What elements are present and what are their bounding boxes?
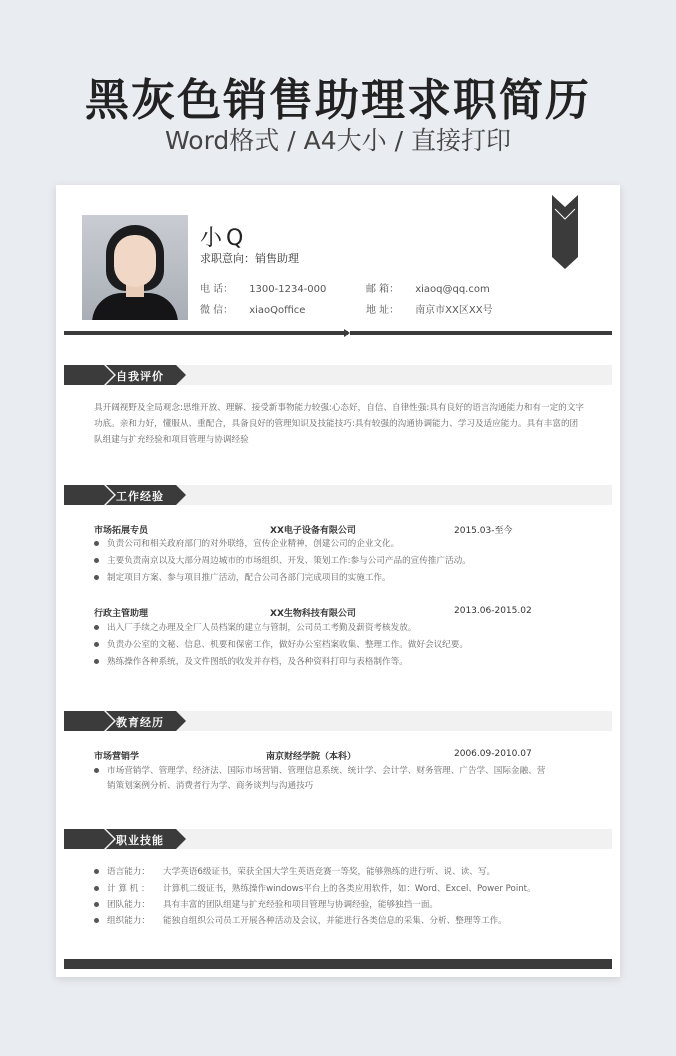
candidate-name: 小Q xyxy=(200,226,248,251)
job-1-duty: 主要负责南京以及大部分周边城市的市场组织、开发、策划工作:参与公司产品的宣传推广活动。 xyxy=(94,554,594,569)
resume-page xyxy=(56,185,620,977)
job-2-period: 2013.06-2015.02 xyxy=(454,606,532,616)
job-1-period: 2015.03-至今 xyxy=(454,526,513,536)
job-1-duty: 负责公司和相关政府部门的对外联络，宣传企业精神，创建公司的企业文化。 xyxy=(94,537,594,552)
job-2-duty: 负责办公室的文秘、信息、机要和保密工作，做好办公室档案收集、整理工作。做好会议纪要。 xyxy=(94,638,594,653)
email-row xyxy=(366,280,490,295)
job-1-duty: 制定项目方案、参与项目推广活动，配合公司各部门完成项目的实施工作。 xyxy=(94,571,594,586)
edu-major: 市场营销学 xyxy=(94,752,140,762)
section-title-work: 工作经验 xyxy=(116,490,164,503)
footer-bar xyxy=(64,959,612,969)
job-2-company: XX生物科技有限公司 xyxy=(270,609,356,619)
bookmark-ribbon-icon xyxy=(552,195,578,269)
edu-courses-cont: 销策划案例分析、消费者行为学、商务谈判与沟通技巧 xyxy=(107,781,314,791)
job-1-company: XX电子设备有限公司 xyxy=(270,526,356,536)
banner-subtitle: Word格式 / A4大小 / 直接打印 xyxy=(165,126,511,155)
banner-title: 黑灰色销售助理求职简历 xyxy=(85,75,591,126)
avatar-photo xyxy=(82,215,188,320)
email-value: xiaoq@qq.com xyxy=(415,284,490,295)
skill-item: 团队能力： 具有丰富的团队组建与扩充经验和项目管理与协调经验，能够独挡一面。 xyxy=(94,898,594,913)
phone-label: 电 话： xyxy=(200,284,234,295)
job-2-position: 行政主管助理 xyxy=(94,609,149,619)
email-label: 邮 箱： xyxy=(366,284,400,295)
skill-item: 语言能力： 大学英语6级证书，荣获全国大学生英语竞赛一等奖，能够熟练的进行听、说、读、写。 xyxy=(94,865,594,880)
section-title-education: 教育经历 xyxy=(116,716,164,729)
edu-period: 2006.09-2010.07 xyxy=(454,749,532,759)
job-2-duty: 出入厂手续之办理及全厂人员档案的建立与管制，公司员工考勤及薪资考核发放。 xyxy=(94,621,594,636)
skill-item: 组织能力： 能独自组织公司员工开展各种活动及会议，并能进行各类信息的采集、分析、整理等工作。 xyxy=(94,914,594,929)
wechat-label: 微 信： xyxy=(200,305,234,316)
address-label: 地 址： xyxy=(366,305,400,316)
job-intent: 求职意向：销售助理 xyxy=(200,252,299,265)
phone-value: 1300-1234-000 xyxy=(249,284,327,295)
wechat-value: xiaoQoffice xyxy=(249,305,306,316)
self-eval-text: 具开阔视野及全局观念:思维开放、理解、接受新事物能力较强:心态好，自信、自律性强:具有良好的语言沟通能力和有一定的文字功底。亲和力好，懂服从、重配合，具备良好的管理知识及技能技巧:具有较强的沟通协调能力、学习及适应能力。具有丰富的团队组建与扩充经验和项目管理与协调经验 xyxy=(94,403,584,445)
section-title-self-eval: 自我评价 xyxy=(116,370,164,383)
address-value: 南京市XX区XX号 xyxy=(415,305,493,316)
job-2-duty: 熟练操作各种系统，及文件图纸的收发并存档，及各种资料打印与表格制作等。 xyxy=(94,655,594,670)
section-title-skills: 职业技能 xyxy=(116,834,164,847)
phone-row xyxy=(200,280,326,295)
header-divider-right xyxy=(350,331,612,335)
job-1-position: 市场拓展专员 xyxy=(94,526,149,536)
edu-courses: 市场营销学、管理学、经济法、国际市场营销、管理信息系统、统计学、会计学、财务管理、广告学、国际金融、营 xyxy=(94,764,594,779)
wechat-row xyxy=(200,301,305,316)
address-row xyxy=(366,301,493,316)
skill-item: 计 算 机 ： 计算机二级证书，熟练操作windows平台上的各类应用软件，如：Word、Excel、Power Point。 xyxy=(94,882,594,897)
edu-school: 南京财经学院（本科） xyxy=(266,752,357,762)
header-divider-left xyxy=(64,331,348,335)
